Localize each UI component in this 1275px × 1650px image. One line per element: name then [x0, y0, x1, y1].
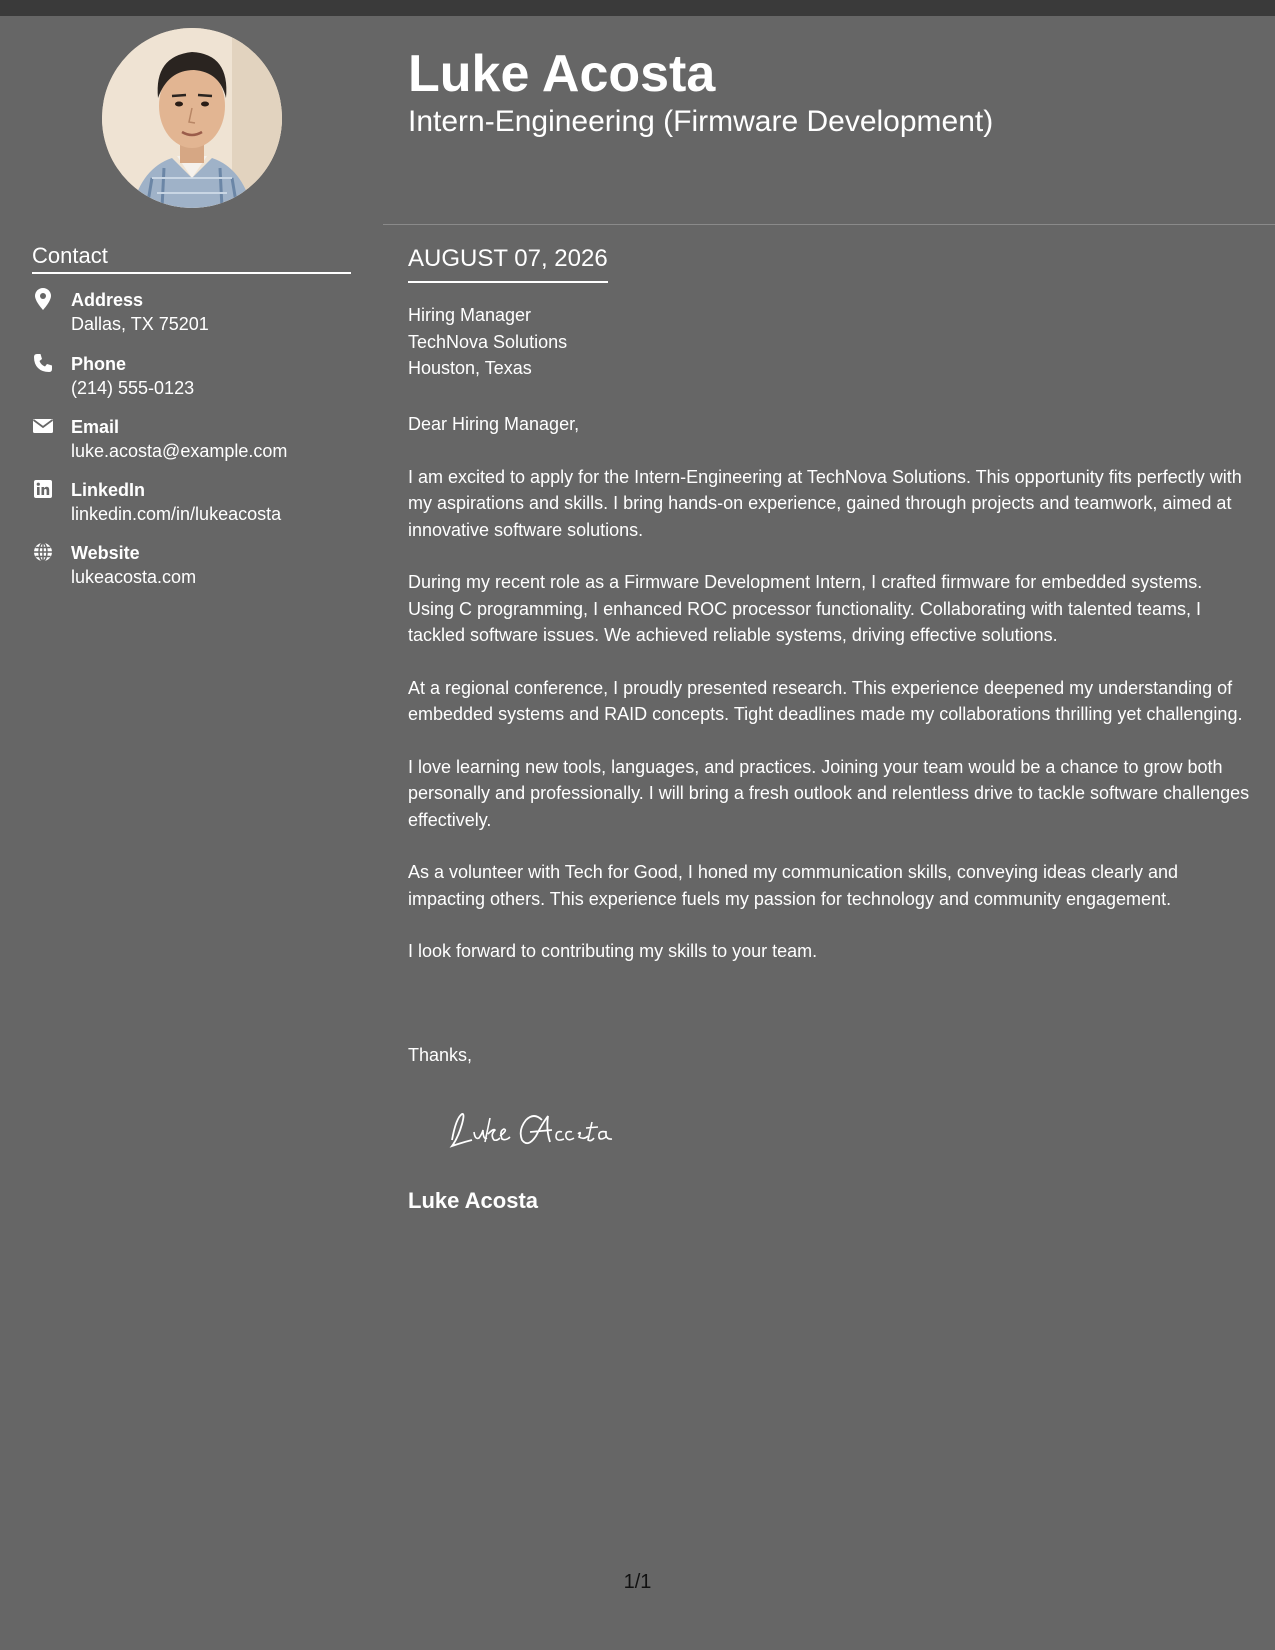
contact-address	[32, 288, 362, 338]
contact-label: Website	[71, 543, 140, 563]
recipient-line: Hiring Manager	[408, 305, 532, 325]
contact-value: lukeacosta.com	[71, 567, 197, 587]
avatar	[102, 28, 282, 208]
contact-value: Dallas, TX 75201	[71, 314, 209, 334]
contact-label: Address	[71, 290, 144, 310]
letter-date: AUGUST 07, 2026	[408, 243, 608, 283]
body-paragraph: At a regional conference, I proudly presented research. This experience deepened my understanding of embedded systems and RAID concepts. Tight deadlines made my collaborations thrilling yet challenging.	[408, 677, 1243, 724]
body-paragraph: I am excited to apply for the Intern-Engineering at TechNova Solutions. This opportunity fits perfectly with my aspirations and skills. I bring hands-on experience, gained through projects and teamwork, aimed at innovative software solutions.	[408, 466, 1242, 540]
envelope-icon	[32, 415, 54, 437]
body-paragraph: I love learning new tools, languages, and practices. Joining your team would be a chance to grow both personally and professionally. I will bring a fresh outlook and relentless drive to tackle software challenges effectively.	[408, 756, 1250, 830]
closing: Thanks,	[408, 1045, 473, 1065]
contact-label: LinkedIn	[71, 480, 146, 500]
contact-label: Phone	[71, 354, 127, 374]
contact-value: (214) 555-0123	[71, 378, 195, 398]
page-number: 1/1	[623, 1571, 652, 1593]
body-paragraph: As a volunteer with Tech for Good, I honed my communication skills, conveying ideas clearly and impacting others. This experience fuels my passion for technology and community engagement.	[408, 862, 1179, 909]
sidebar	[0, 16, 383, 1650]
letter-body	[408, 411, 1250, 991]
top-bar	[0, 0, 1275, 16]
body-paragraph: I look forward to contributing my skills to your team.	[408, 941, 818, 961]
profile-photo	[102, 28, 282, 208]
contact-phone	[32, 352, 362, 402]
contact-linkedin	[32, 478, 362, 528]
contact-website	[32, 541, 362, 591]
applicant-name: Luke Acosta	[408, 45, 716, 103]
greeting: Dear Hiring Manager,	[408, 414, 580, 434]
linkedin-icon	[32, 478, 54, 500]
contact-email	[32, 415, 362, 465]
contact-label: Email	[71, 417, 120, 437]
recipient-line: Houston, Texas	[408, 358, 532, 378]
job-title: Intern-Engineering (Firmware Development)	[408, 105, 994, 138]
handwritten-signature	[438, 1100, 638, 1160]
recipient-line: TechNova Solutions	[408, 331, 568, 352]
contact-heading: Contact	[32, 242, 351, 274]
globe-icon	[32, 541, 54, 563]
contact-value: luke.acosta@example.com	[71, 441, 288, 461]
contact-value: linkedin.com/in/lukeacosta	[71, 504, 282, 524]
phone-icon	[32, 352, 54, 374]
recipient-block	[408, 302, 567, 382]
signer-name: Luke Acosta	[408, 1188, 539, 1213]
body-paragraph: During my recent role as a Firmware Development Intern, I crafted firmware for embedded systems. Using C programming, I enhanced ROC processor functionality. Collaborating with talented teams, I tackled software issues. We achieved reliable systems, driving effective solutions.	[408, 572, 1203, 645]
header-divider	[383, 224, 1275, 225]
map-pin-icon	[32, 288, 54, 310]
